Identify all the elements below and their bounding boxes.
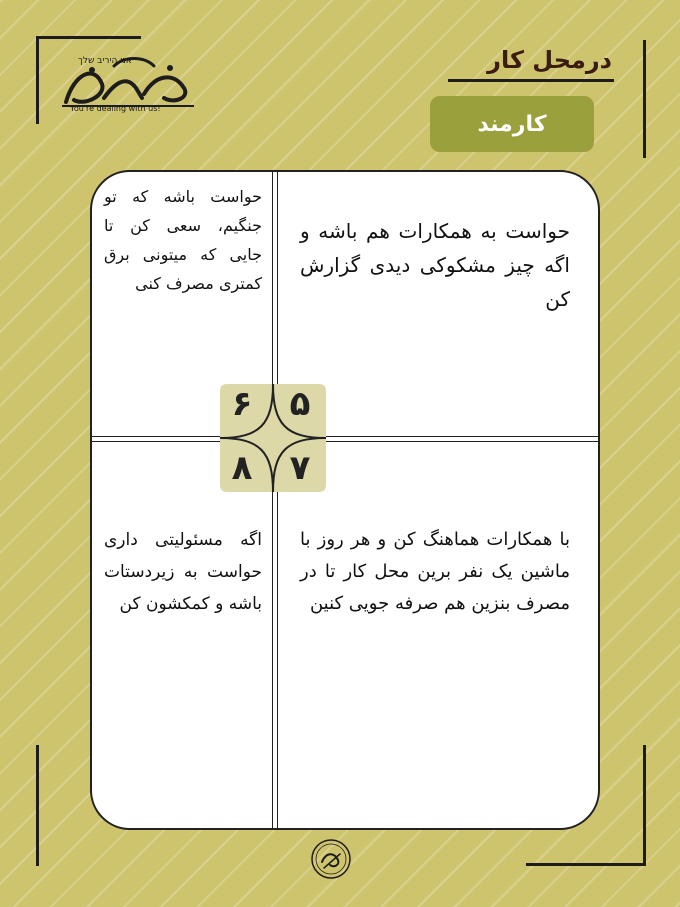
logo-hebrew-text: אני היריב שלך [78,56,132,66]
frame-line-top-right [643,40,646,158]
frame-corner-bottom-right [526,863,646,866]
card-horizontal-divider [92,436,600,442]
role-badge: کارمند [430,96,594,152]
card-vertical-divider [272,172,278,830]
footer-seal-icon [310,838,352,880]
frame-corner-top-left-vertical [36,36,39,124]
frame-corner-top-left [36,36,141,39]
tips-card [90,170,600,830]
logo-english-text: You're dealing with us! [70,104,161,113]
page-title: درمحل کار [487,46,612,74]
title-underline [448,79,614,82]
tip-5-number: ۵ [289,384,311,424]
tip-6-number: ۶ [231,384,253,424]
frame-line-bottom-left [36,745,39,866]
tip-6-text: حواست باشه که تو جنگیم، سعی کن تا جایی که میتونی برق کمتری مصرف کنی [104,187,262,293]
frame-corner-bottom-right-vertical [643,745,646,866]
tip-8-number: ۸ [231,448,253,488]
tip-7-number: ۷ [289,448,311,488]
tip-8-text: اگه مسئولیتی داری حواست به زیردستات باشه و کمکشون کن [104,530,262,614]
tip-5-text: حواست به همکارات هم باشه و اگه چیز مشکوکی دیدی گزارش کن [300,219,570,311]
tip-7-text: با همکارات هماهنگ کن و هر روز با ماشین یک نفر برین محل کار تا در مصرف بنزین هم صرفه جویی کنین [300,529,570,614]
